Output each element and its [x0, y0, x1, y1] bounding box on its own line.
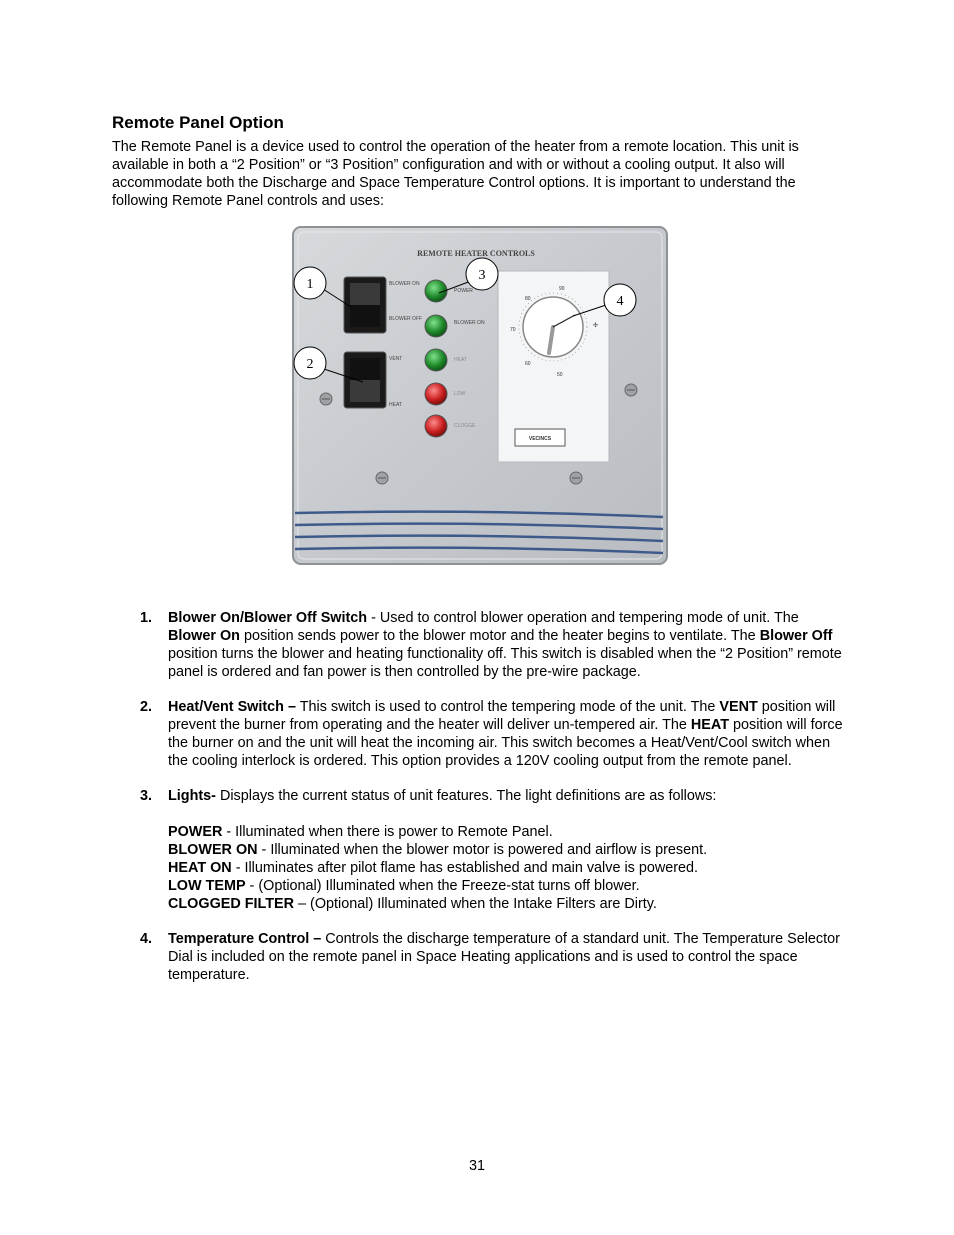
switch2-label-heat: HEAT [389, 402, 402, 408]
remote-panel-illustration [291, 219, 671, 568]
light-label-blower-on: BLOWER ON [454, 320, 485, 326]
svg-text:2: 2 [306, 357, 314, 372]
light-def-clogged-filter: CLOGGED FILTER – (Optional) Illuminated when the Intake Filters are Dirty. [168, 896, 657, 912]
low-temp-light [425, 383, 447, 405]
light-label-heat: HEAT [454, 357, 467, 363]
light-label-power: POWER [454, 288, 473, 294]
light-def-low-temp: LOW TEMP - (Optional) Illuminated when the Freeze-stat turns off blower. [168, 878, 640, 894]
clogged-filter-light [425, 415, 447, 437]
intro-paragraph: The Remote Panel is a device used to control the operation of the heater from a remote location. This unit is available in both a “2 Position” or “3 Position” configuration and with or without a cooling output. It also will accommodate both the Discharge and Space Temperature Control options. It is important to understand the following Remote Panel controls and uses: [112, 139, 799, 209]
switch1-label-on: BLOWER ON [389, 281, 420, 287]
dial-tick-90: 90 [559, 286, 565, 292]
light-def-heat-on: HEAT ON - Illuminates after pilot flame has established and main valve is powered. [168, 860, 699, 876]
remote-panel-figure [291, 219, 671, 568]
light-label-low: LOW [454, 391, 466, 397]
brand-label: VECINCS [528, 436, 552, 442]
vent-heat-rocker-switch [344, 352, 386, 408]
svg-text:1: 1 [306, 277, 314, 292]
numbered-list [140, 609, 850, 1001]
section-title: Remote Panel Option [112, 113, 284, 132]
svg-text:4: 4 [616, 294, 624, 309]
page-number: 31 [468, 1158, 485, 1174]
heat-light [425, 349, 447, 371]
list-item-temperature-control: 4. Temperature Control – Controls the discharge temperature of a standard unit. The Temperature Selector Dial is included on the remote panel in Space Heating applications and is used to control the space temperature. [140, 931, 840, 983]
dial-symbol: ✣ [593, 323, 599, 329]
light-label-clogged: CLOGGE [454, 423, 476, 429]
dial-tick-70: 70 [510, 327, 516, 333]
list-item-blower-switch: 1. Blower On/Blower Off Switch - Used to control blower operation and tempering mode of unit. The Blower On position sends power to the blower motor and the heater begins to ventilate. The Blower Off position turns the blower and heating functionality off. This switch is disabled when the “2 Position” remote panel is ordered and fan power is then controlled by the pre-wire package. [140, 610, 842, 680]
switch1-label-off: BLOWER OFF [389, 316, 423, 322]
list-item-heat-vent-switch: 2. Heat/Vent Switch – This switch is used to control the tempering mode of the unit. The VENT position will prevent the burner from operating and the heater will deliver un-tempered air. The HEAT position will force the burner on and the unit will heat the incoming air. This switch becomes a Heat/Vent/Cool switch when the cooling interlock is ordered. This option provides a 120V cooling output from the remote panel. [140, 699, 843, 769]
blower-rocker-switch [344, 277, 386, 333]
panel-title: REMOTE HEATER CONTROLS [417, 249, 535, 258]
light-def-blower-on: BLOWER ON - Illuminated when the blower motor is powered and airflow is present. [168, 842, 708, 858]
switch2-label-vent: VENT [389, 356, 403, 362]
svg-text:3: 3 [478, 268, 486, 283]
blower-on-light [425, 315, 447, 337]
list-item-lights: 3. Lights- Displays the current status of unit features. The light definitions are as follows: POWER - Illuminated when there is power to Remote Panel. BLOWER ON - Illuminated when the blower motor is powered and airflow is present. HEAT ON - Illuminates after pilot flame has established and main valve is powered. LOW TEMP - (Optional) Illuminated when the Freeze-stat turns off blower. CLOGGED FILTER – (Optional) Illuminated when the Intake Filters are Dirty. [140, 787, 850, 913]
light-definitions [168, 823, 850, 913]
light-def-power: POWER - Illuminated when there is power to Remote Panel. [168, 824, 553, 840]
dial-tick-80: 80 [525, 296, 531, 302]
dial-tick-60: 60 [525, 361, 531, 367]
dial-tick-50: 50 [557, 372, 563, 378]
